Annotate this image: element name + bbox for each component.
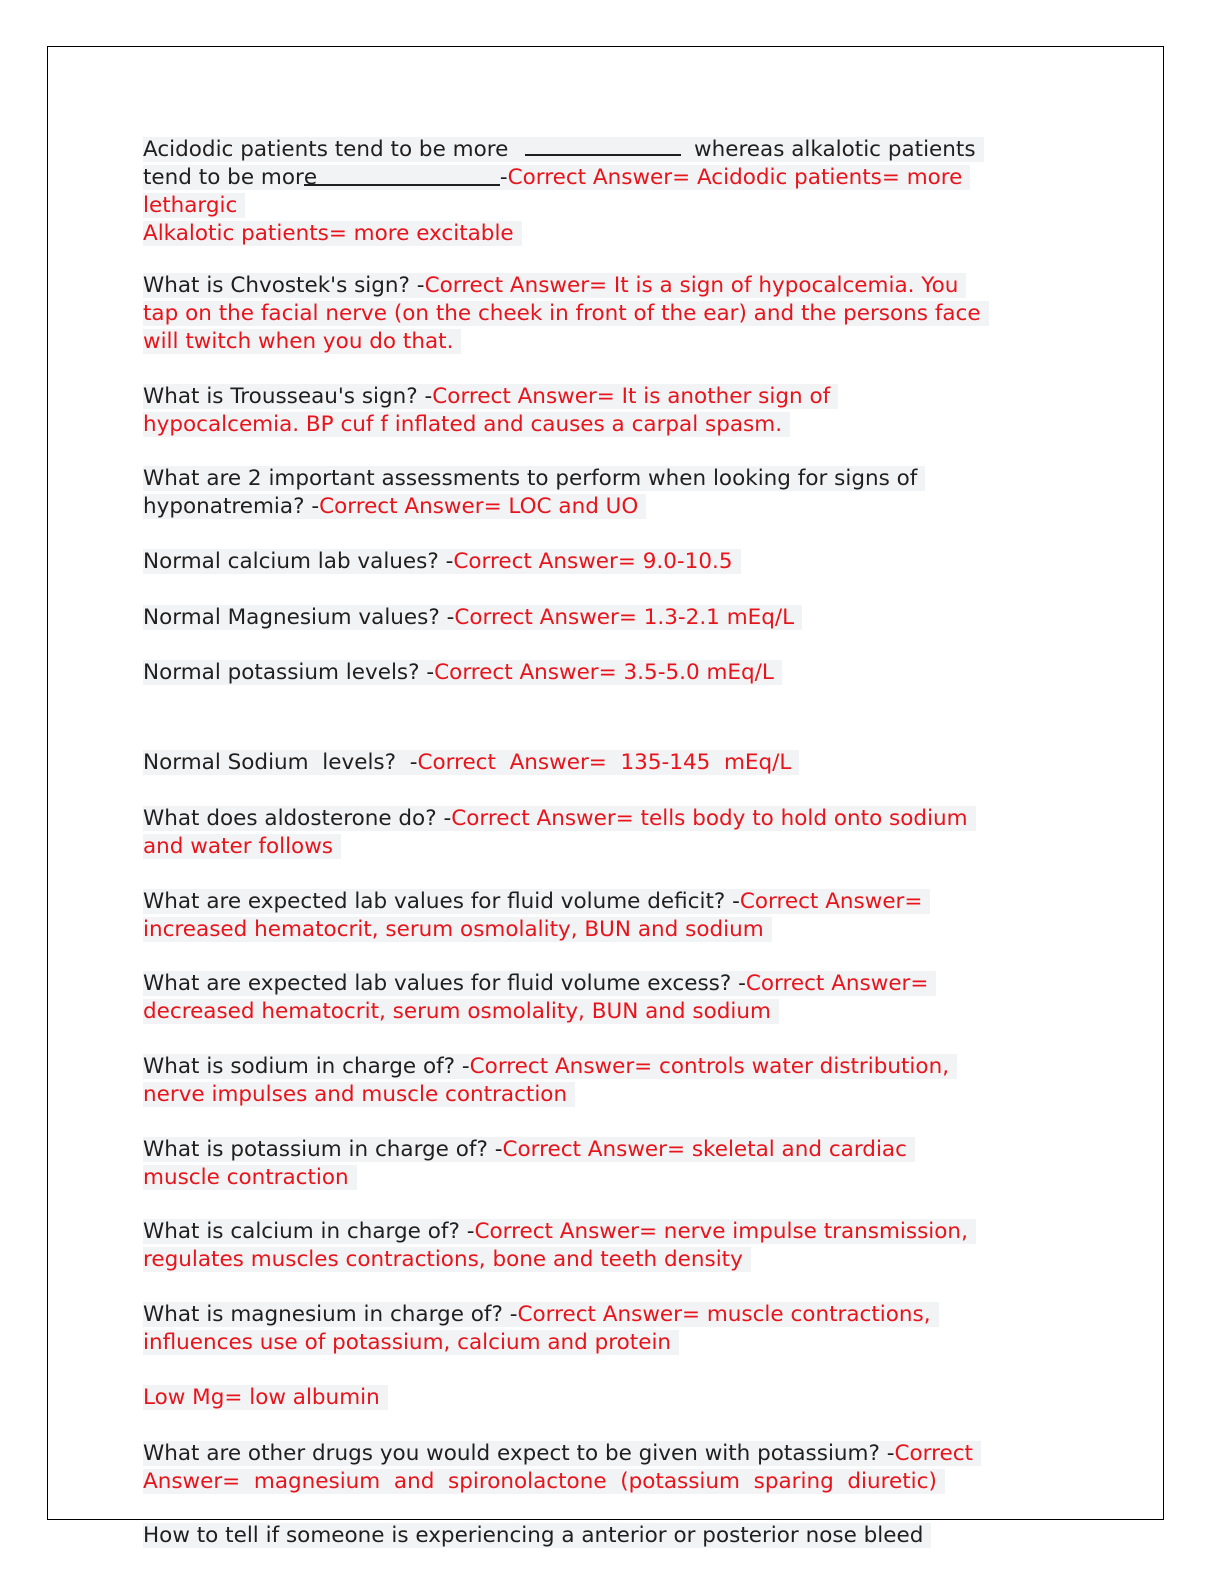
question-text: What is calcium in charge of? - (143, 1219, 475, 1244)
question-text: Acidodic patients tend to be more (143, 137, 516, 162)
answer-text: Correct Answer= nerve impulse transmission, (474, 1219, 968, 1244)
question-text: whereas alkalotic patients (687, 137, 976, 162)
answer-text: tap on the facial nerve (on the cheek in front of the ear) and the persons face (143, 301, 981, 326)
qa-calcium-role (143, 1218, 976, 1274)
fill-in-blank (303, 164, 500, 190)
question-text: What are other drugs you would expect to be given with potassium? - (143, 1441, 895, 1466)
answer-text: Correct Answer= 1.3-2.1 mEq/L (454, 605, 795, 630)
answer-text: decreased hematocrit, serum osmolality, BUN and sodium (143, 999, 771, 1024)
answer-text: muscle contraction (143, 1165, 349, 1190)
qa-aldosterone (143, 805, 976, 861)
answer-text: increased hematocrit, serum osmolality, BUN and sodium (143, 917, 764, 942)
answer-text: Correct Answer= muscle contractions, (517, 1302, 931, 1327)
question-text: How to tell if someone is experiencing a anterior or posterior nose bleed (143, 1523, 924, 1548)
answer-text: Alkalotic patients= more excitable (143, 221, 514, 246)
answer-text: Correct Answer= 135-145 mEq/L (417, 750, 792, 775)
answer-text: Correct Answer= It is another sign of (432, 384, 831, 409)
answer-text: Answer= magnesium and spironolactone (potassium sparing diuretic) (143, 1469, 937, 1494)
question-text: What is sodium in charge of? - (143, 1054, 470, 1079)
answer-text: nerve impulses and muscle contraction (143, 1082, 568, 1107)
qa-hyponatremia-assessments (143, 465, 925, 521)
qa-acidosis-alkalosis (143, 134, 984, 248)
question-text: hyponatremia? - (143, 494, 320, 519)
question-text: e (303, 165, 318, 190)
qa-drugs-with-potassium (143, 1440, 981, 1496)
qa-sodium-role (143, 1053, 957, 1109)
answer-text: Correct Answer= tells body to hold onto sodium (451, 806, 968, 831)
answer-text: Correct Answer= Acidodic patients= more (507, 165, 963, 190)
answer-text: Correct Answer= controls water distribution, (469, 1054, 950, 1079)
answer-text: hypocalcemia. BP cuf f inflated and causes a carpal spasm. (143, 412, 783, 437)
question-text: What are expected lab values for fluid volume deficit? - (143, 889, 740, 914)
answer-text: and water follows (143, 834, 333, 859)
qa-fluid-volume-deficit (143, 888, 930, 944)
question-text: - (499, 165, 508, 190)
question-text: Normal potassium levels? - (143, 660, 435, 685)
answer-text: Correct Answer= LOC and UO (319, 494, 639, 519)
qa-normal-magnesium (143, 604, 802, 632)
answer-text: Correct Answer= 3.5-5.0 mEq/L (434, 660, 774, 685)
qa-normal-sodium (143, 749, 799, 777)
qa-normal-potassium (143, 659, 782, 687)
qa-fluid-volume-excess (143, 970, 936, 1026)
answer-text: Correct Answer= skeletal and cardiac (502, 1137, 907, 1162)
qa-normal-calcium (143, 548, 741, 576)
answer-text: influences use of potassium, calcium and protein (143, 1330, 672, 1355)
question-text: tend to be mor (143, 165, 304, 190)
page-border (47, 46, 1164, 1520)
answer-text: Correct Answer= It is a sign of hypocalcemia. You (424, 273, 959, 298)
question-text: What is Trousseau's sign? - (143, 384, 433, 409)
question-text: Normal calcium lab values? - (143, 549, 454, 574)
question-text: What does aldosterone do? - (143, 806, 452, 831)
answer-text: Correct Answer= (745, 971, 929, 996)
question-text: What are 2 important assessments to perform when looking for signs of (143, 466, 918, 491)
qa-magnesium-role (143, 1301, 939, 1357)
qa-chvostek-sign (143, 272, 989, 356)
answer-text: regulates muscles contractions, bone and teeth density (143, 1247, 743, 1272)
question-text: Normal Sodium levels? - (143, 750, 418, 775)
answer-text: Low Mg= low albumin (143, 1385, 380, 1410)
answer-text: Correct Answer= (739, 889, 923, 914)
question-text: What is Chvostek's sign? - (143, 273, 425, 298)
answer-text: will twitch when you do that. (143, 329, 454, 354)
answer-text: lethargic (143, 193, 238, 218)
question-text: What is potassium in charge of? - (143, 1137, 503, 1162)
fill-in-blank (525, 134, 681, 156)
note-low-mg (143, 1384, 388, 1412)
question-text: What are expected lab values for fluid volume excess? - (143, 971, 746, 996)
qa-nose-bleed (143, 1522, 931, 1550)
question-text: Normal Magnesium values? - (143, 605, 455, 630)
answer-text: Correct (894, 1441, 973, 1466)
qa-potassium-role (143, 1136, 915, 1192)
answer-text: Correct Answer= 9.0-10.5 (453, 549, 733, 574)
qa-trousseau-sign (143, 383, 838, 439)
question-text: What is magnesium in charge of? - (143, 1302, 518, 1327)
